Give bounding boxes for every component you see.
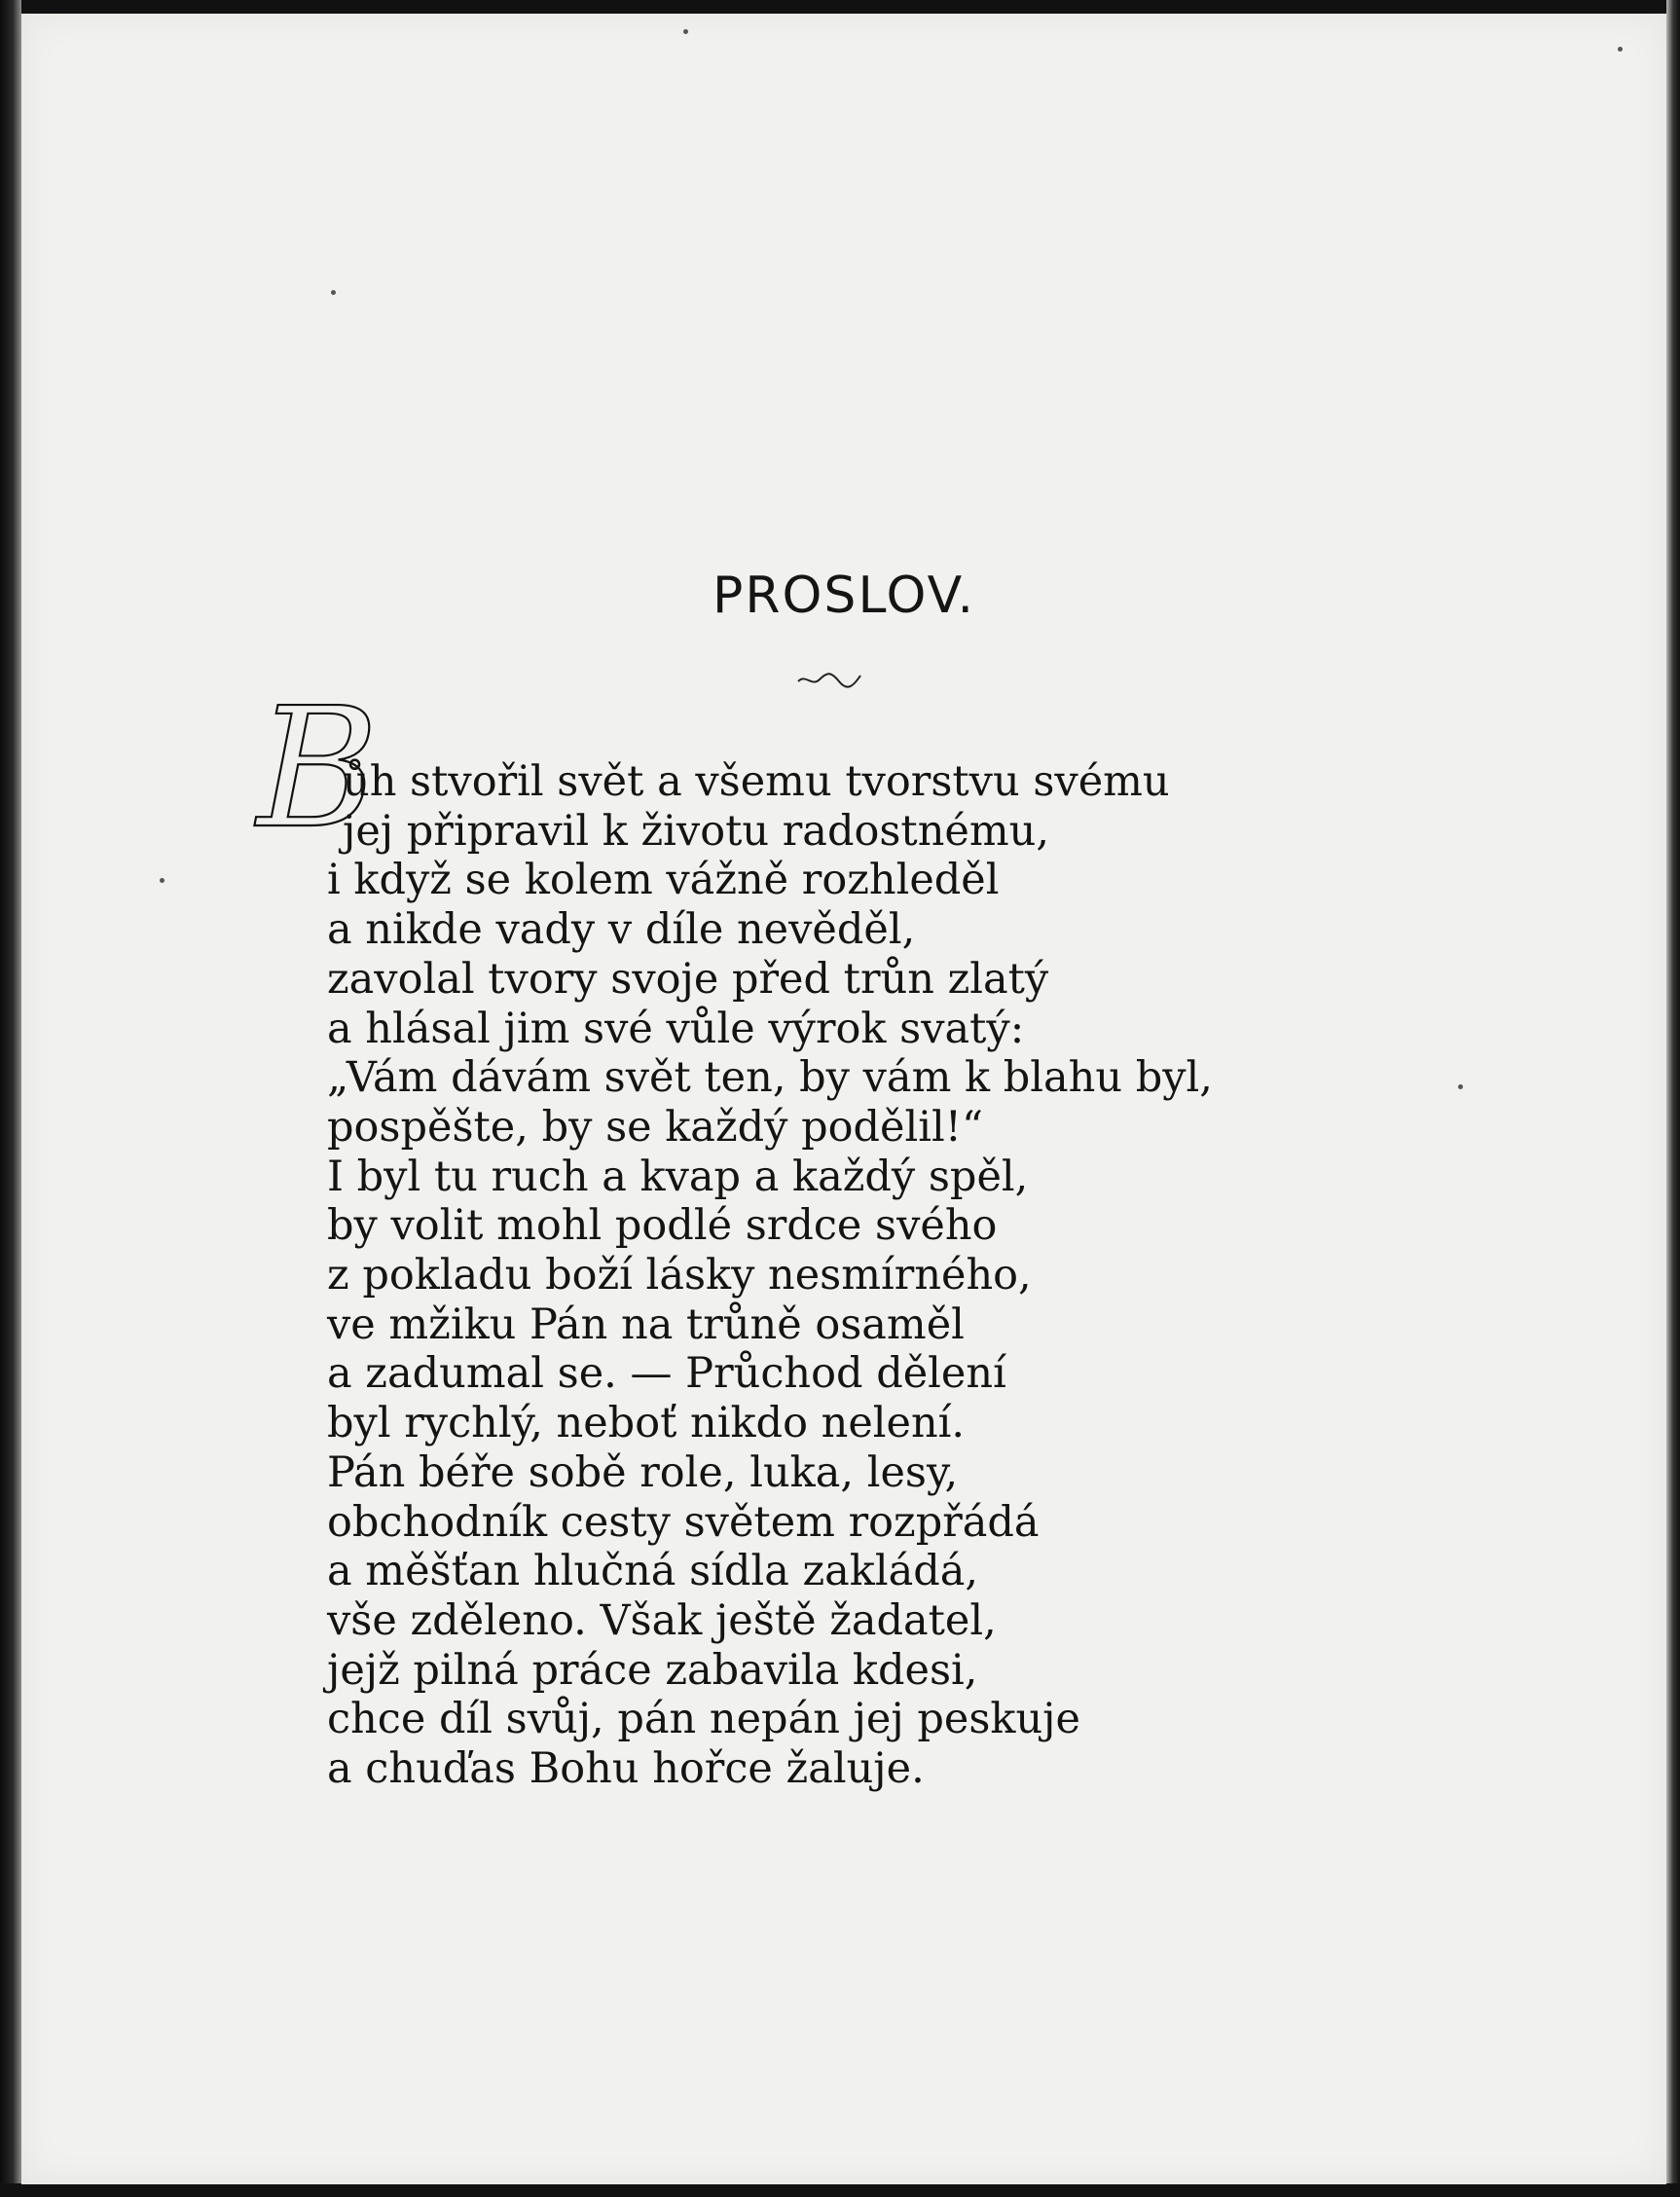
poem-line: zavolal tvory svoje před trůn zlatý: [327, 954, 1049, 1004]
poem-line: ůh stvořil svět a všemu tvorstvu svému: [343, 757, 1170, 806]
poem-line: z pokladu boží lásky nesmírného,: [327, 1251, 1032, 1300]
poem-line: byl rychlý, neboť nikdo nelení.: [327, 1399, 966, 1448]
poem-line: „Vám dávám svět ten, by vám k blahu byl,: [327, 1053, 1213, 1103]
paper-speck: [1458, 1084, 1463, 1089]
poem-line: i když se kolem vážně rozhleděl: [327, 856, 1000, 905]
scan-edge-top: [0, 0, 1680, 14]
paper-speck: [160, 878, 164, 883]
poem-text: [327, 757, 1213, 1794]
poem-line: a zadumal se. — Průchod dělení: [327, 1349, 1006, 1399]
poem-line: obchodník cesty světem rozpřádá: [327, 1497, 1040, 1547]
scan-edge-bottom: [0, 2183, 1680, 2197]
poem-line: vše zděleno. Však ještě žadatel,: [327, 1595, 997, 1645]
paper-speck: [1618, 47, 1623, 52]
paper-speck: [683, 29, 688, 34]
scan-edge-right: [1666, 0, 1680, 2197]
title-ornament: [796, 668, 864, 691]
page-title: PROSLOV.: [712, 567, 975, 625]
poem-line: Pán béře sobě role, luka, lesy,: [327, 1447, 959, 1497]
poem-line: a nikde vady v díle nevěděl,: [327, 905, 916, 955]
drop-cap-letter: B: [257, 673, 379, 865]
poem-line: a měšťan hlučná sídla zakládá,: [327, 1547, 979, 1596]
poem-line: ve mžiku Pán na trůně osaměl: [327, 1300, 965, 1349]
poem-line: jejž pilná práce zabavila kdesi,: [327, 1645, 978, 1695]
poem-line: by volit mohl podlé srdce svého: [327, 1201, 998, 1251]
poem-line: chce díl svůj, pán nepán jej peskuje: [327, 1695, 1080, 1744]
poem-line: a hlásal jim své vůle výrok svatý:: [327, 1004, 1025, 1053]
poem-line: I byl tu ruch a kvap a každý spěl,: [327, 1152, 1029, 1201]
poem-line: pospěšte, by se každý podělil!“: [327, 1102, 983, 1152]
poem-line: a chuďas Bohu hořce žaluje.: [327, 1744, 925, 1794]
paper-speck: [331, 290, 336, 295]
poem-line: jej připravil k životu radostnému,: [343, 806, 1049, 856]
book-page: [21, 14, 1666, 2184]
scan-edge-left: [0, 0, 21, 2197]
